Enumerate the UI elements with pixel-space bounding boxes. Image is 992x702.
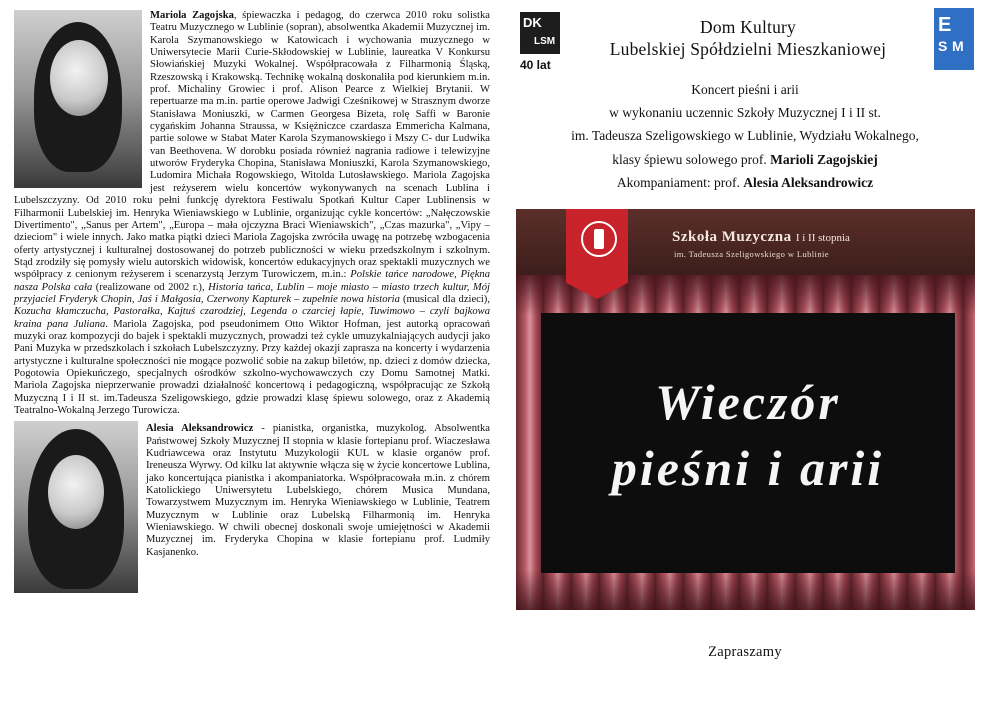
bio-works: Historia tańca, Lublin – moje miasto – miasto trzech kultur, Mój przyjaciel Fryderyk Chopin, Jaś i Małgosia, Czerwony Kapturek – zupełnie nowa historia xyxy=(14,281,490,305)
esm-logo xyxy=(934,8,974,70)
bio-text: (realizowane od 2002 r.), xyxy=(92,281,209,293)
event-title-line2: pieśni i arii xyxy=(611,440,885,496)
portrait-mariola-zagojska xyxy=(14,10,142,188)
bio-name: Alesia Aleksandrowicz xyxy=(146,423,254,435)
school-subtitle: im. Tadeusza Szeligowskiego w Lublinie xyxy=(674,249,829,259)
portrait-alesia-aleksandrowicz xyxy=(14,421,138,593)
concert-line: im. Tadeusza Szeligowskiego w Lublinie, Wydziału Wokalnego, xyxy=(571,128,919,144)
concert-line: Koncert pieśni i arii xyxy=(691,82,799,97)
biographies xyxy=(14,10,490,595)
face-shape xyxy=(48,455,104,529)
concert-description xyxy=(512,78,978,194)
esm-letter-m: M xyxy=(952,38,964,54)
bio-text: . Mariola Zagojska, pod pseudonimem Otto Wiktor Hofman, jest autorką opracowań muzyki oraz kompozycji do bajek i spektakli muzycznych, prowadzi też cykle umuzykalniających audycji jako Pani Muzyka w przedszkolach i szkołach Lubelszczyzny. Przy każdej okazji zaprasza na koncerty i wydarzenia artystyczne i kulturalne społeczności nie mogące pozwolić sobie na zakup biletów, np. dzieci z domów dziecka, Pogotowia Opiekuńczego, specjalnych ośrodków szkolno-wychowawczych czy Domu Samotnej Matki. Mariola Zagojska nieprzerwanie prowadzi działalność koncertową i pedagogiczną, współpracując ze Szkołą Muzyczną I i II st. im.Tadeusza Szeligowskiego, gdzie prowadzi klasę śpiewu solowego, oraz z Akademią Teatralno-Wokalną Jerzego Turowicza. xyxy=(14,318,490,416)
bio-text: - pianistka, organistka, muzykolog. Absolwentka Państwowej Szkoły Muzycznej II stopnia w klasie fortepianu prof. Wiaczesława Kudriawcewa oraz Instytutu Muzykologii KUL w klasie organów prof. Ireneusza Wyrwy. Od kilku lat aktywnie włącza się w życie koncertowe Lublina, jako koncertująca pianistka i akompaniatorka. Współpracowała m.in. z chórem Katolickiego Uniwersytetu Lubelskiego, chórem Musica Mundana, Towarzystwem Muzycznym im. Henryka Wieniawskiego w Lublinie, Teatrem Muzycznym w Lublinie oraz Lubelską Filharmonią im. Henryka Wieniawskiego. W chwili obecnej doskonali swoje umiejętności w Akademii Muzycznej im. Fryderyka Chopina w klasie fortepianu prof. Ludmiły Kasjanenko. xyxy=(146,423,491,558)
concert-line: w wykonaniu uczennic Szkoły Muzycznej I i II st. xyxy=(609,105,881,121)
accompanist-name: Alesia Aleksandrowicz xyxy=(743,174,874,190)
organizer-line1: Dom Kultury xyxy=(699,17,796,37)
event-title-line1: Wieczór xyxy=(655,374,841,430)
logo-dk-text: DK xyxy=(523,15,542,30)
invitation-text: Zapraszamy xyxy=(708,644,782,660)
school-degree: I i II stopnia xyxy=(795,232,850,244)
crest-emblem xyxy=(581,221,617,257)
school-crest-icon xyxy=(566,209,628,299)
organizer-title xyxy=(568,16,928,60)
bio-text: , śpiewaczka i pedagog, do czerwca 2010 roku solistka Teatru Muzycznego w Lublinie (sopran), absolwentka Akademii Muzycznej im. Karola Szymanowskiego w Katowicach i wychowania muzycznego w Uniwersytecie Marii Curie-Skłodowskiej w Lublinie, laureatka V Konkursu Słowiańskiej Muzyki Wokalnej. Współpracowała z Filharmonią Śląską, Rzeszowską i Krakowską. Technikę wokalną doskonaliła pod kierunkiem m.in. prof. Michaliny Growiec i prof. Alison Pearce z Wielkiej Brytanii. W repertuarze ma m.in. partie operowe Jadwigi Cześnikowej w Strasznym dworze Stanisława Moniuszki, w Carmen Georgesa Bizeta, rolę Saffi w Baronie cygańskim Johanna Straussa, w Księżniczce czardasza Emmericha Kalmana, partie solowe w Stabat Mater Karola Szymanowskiego i Mszy C- dur Ludwika van Beethovena. W dorobku posiada również nagrania radiowe i telewizyjne utworów Fryderyka Chopina, Stanisława Moniuszki, Karola Szymanowskiego, Ludomira Michała Rogowskiego, Witolda Lutosławskiego. Mariola Zagojska jest reżyserem wielu koncertów wykonywanych na scenach Lublina i Lubelszczyzny. Od 2010 roku pełni funkcję dyrektora Festiwalu Spotkań Kultur Caper Lublinensis w Filharmonii Lubelskiej im. Henryka Wieniawskiego w Lublinie, organizując cykle koncertów: „Nałęczowskie Divertimento", „Sanus per Artem", „Europa – mała ojczyzna Braci Wieniawskich", „Czas mazurka", „Vipy – dzieciom" i wiele innych. Jako matka piątki dzieci Mariola Zagojska zwróciła uwagę na potrzebę wzbogacenia oferty artystycznej i kulturalnej dostosowanej do potrzeb publiczności w wieku przedszkolnym i szkolnym. Stąd zrodziły się pomysły wielu autorskich widowisk, koncertów edukacyjnych oraz spektakli muzycznych we współpracy z cenionym reżyserem i scenarzystą Jerzym Turowiczem, m.in.: xyxy=(14,10,490,281)
bio-works: Kozucha kłamczucha, Pastorałka, Kajtuś czarodziej, Legenda o czarciej łapie, Tuwimowo – czyli bajkowa kraina pana Juliana xyxy=(14,306,490,330)
concert-line-text: klasy śpiewu solowego prof. xyxy=(612,151,771,167)
logo-age-text: 40 lat xyxy=(520,58,551,72)
concert-line xyxy=(512,171,978,194)
bio-text: (musical dla dzieci), xyxy=(399,293,490,305)
dk-logo-box xyxy=(520,12,560,54)
organizer-line2: Lubelskiej Spółdzielni Mieszkaniowej xyxy=(609,39,887,59)
esm-letter-s: S xyxy=(938,38,948,54)
bio-name: Mariola Zagojska xyxy=(150,10,234,21)
concert-panel xyxy=(512,0,978,702)
concert-line-text: Akompaniament: prof. xyxy=(616,174,744,190)
school-name-main: Szkoła Muzyczna xyxy=(672,229,792,245)
event-title-box xyxy=(541,313,955,573)
school-name xyxy=(672,229,850,246)
teacher-name: Marioli Zagojskiej xyxy=(770,151,878,167)
concert-line xyxy=(512,148,978,171)
logo-lsm-text: LSM xyxy=(534,36,556,47)
bio-works: Polskie tańce narodowe, Piękna nasza Polska cała xyxy=(14,269,490,293)
event-poster xyxy=(516,209,975,610)
dk-lsm-logo xyxy=(520,12,562,72)
esm-letter-e: E xyxy=(938,14,952,36)
face-shape xyxy=(50,40,108,116)
